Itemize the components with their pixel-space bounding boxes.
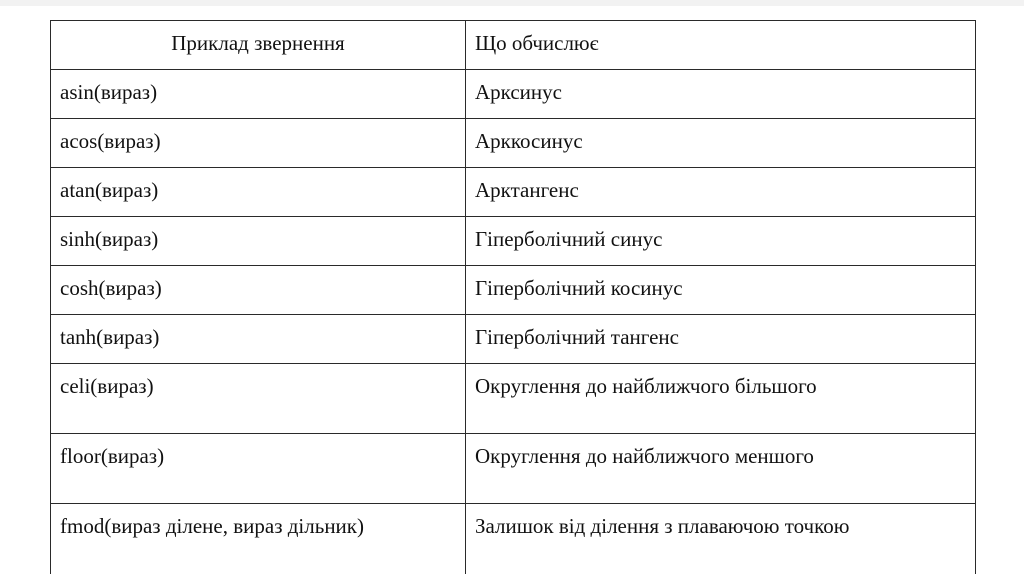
cell-function: cosh(вираз) — [51, 266, 466, 315]
cell-description: Округлення до найближчого більшого — [466, 364, 976, 434]
header-what-computes: Що обчислює — [466, 21, 976, 70]
slide-top-strip — [0, 0, 1024, 6]
table-row — [51, 168, 976, 217]
cell-description: Арктангенс — [466, 168, 976, 217]
cell-function: atan(вираз) — [51, 168, 466, 217]
cell-description: Округлення до найближчого меншого — [466, 434, 976, 504]
cell-function: tanh(вираз) — [51, 315, 466, 364]
cell-function: acos(вираз) — [51, 119, 466, 168]
table-row — [51, 504, 976, 574]
cell-description: Арккосинус — [466, 119, 976, 168]
cell-function: floor(вираз) — [51, 434, 466, 504]
table-row — [51, 364, 976, 434]
cell-description: Арксинус — [466, 70, 976, 119]
table-row — [51, 315, 976, 364]
table-header-row — [51, 21, 976, 70]
table-row — [51, 70, 976, 119]
cell-description: Гіперболічний тангенс — [466, 315, 976, 364]
table-row — [51, 266, 976, 315]
cell-function: sinh(вираз) — [51, 217, 466, 266]
cell-description: Гіперболічний синус — [466, 217, 976, 266]
table-row — [51, 434, 976, 504]
table-row — [51, 119, 976, 168]
cell-description: Гіперболічний косинус — [466, 266, 976, 315]
cell-function: asin(вираз) — [51, 70, 466, 119]
functions-table — [50, 20, 976, 574]
cell-description: Залишок від ділення з плаваючою точкою — [466, 504, 976, 574]
header-call-example: Приклад звернення — [51, 21, 466, 70]
table-row — [51, 217, 976, 266]
cell-function: celi(вираз) — [51, 364, 466, 434]
cell-function: fmod(вираз ділене, вираз дільник) — [51, 504, 466, 574]
